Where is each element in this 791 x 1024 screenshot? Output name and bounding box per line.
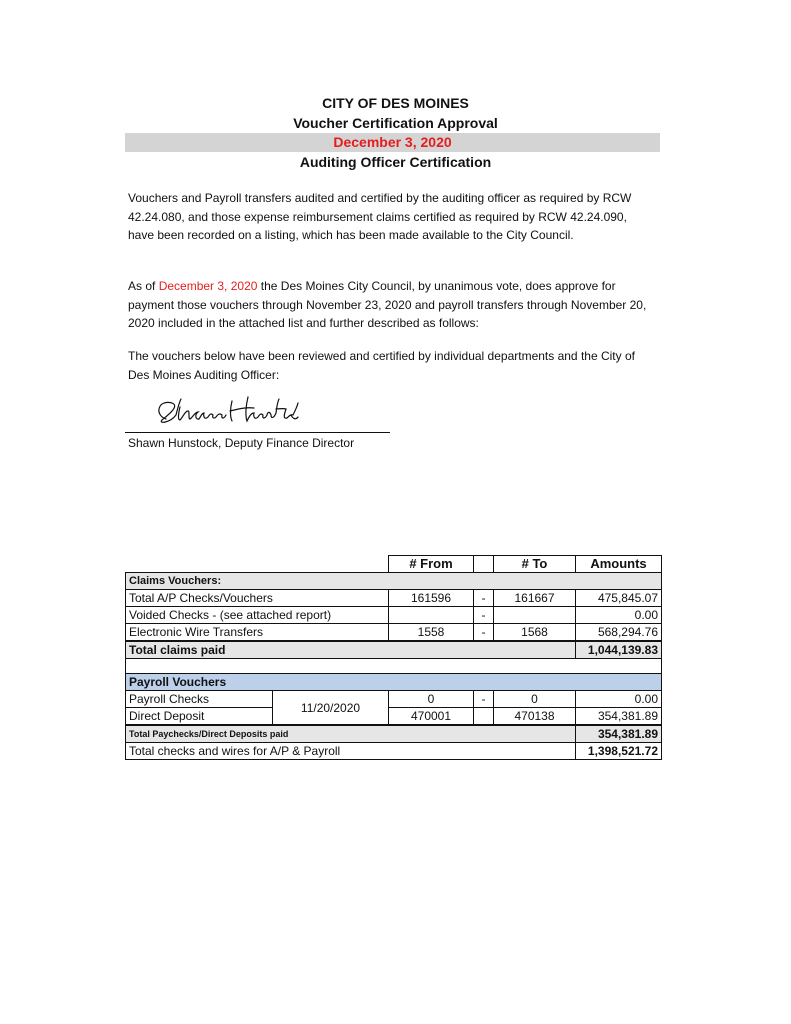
document-subtitle: Auditing Officer Certification [299, 154, 492, 170]
row-dash: - [474, 590, 494, 607]
col-amounts-header: Amounts [576, 556, 662, 573]
row-to: 470138 [494, 708, 576, 726]
col-to-header: # To [494, 556, 576, 573]
row-to: 1568 [494, 624, 576, 642]
row-to [494, 607, 576, 624]
row-label: Total A/P Checks/Vouchers [126, 590, 389, 607]
row-amount: 0.00 [576, 607, 662, 624]
row-label: Payroll Checks [126, 691, 273, 708]
row-dash: - [474, 691, 494, 708]
claims-total-amount: 1,044,139.83 [576, 641, 662, 659]
document-title: Voucher Certification Approval [293, 115, 498, 131]
row-amount: 0.00 [576, 691, 662, 708]
payroll-total-row [126, 725, 662, 743]
spacer-row [126, 659, 662, 674]
approval-text: the Des Moines City Council, by unanimous vote, does approve for payment those vouchers through November 23, 2020 and payroll transfers through November 20, 2020 included in the attached list and further described as follows: [128, 279, 647, 330]
claims-header-row [126, 573, 662, 590]
table-row [126, 607, 662, 624]
row-to: 161667 [494, 590, 576, 607]
table-header-row [126, 556, 662, 573]
row-dash: - [474, 624, 494, 642]
row-label: Electronic Wire Transfers [126, 624, 389, 642]
voucher-table [125, 555, 662, 760]
row-amount: 568,294.76 [576, 624, 662, 642]
col-from-header: # From [389, 556, 474, 573]
row-amount: 354,381.89 [576, 708, 662, 726]
claims-vouchers-label: Claims Vouchers: [126, 573, 662, 590]
payroll-vouchers-label: Payroll Vouchers [126, 674, 662, 691]
approval-paragraph-date: December 3, 2020 [158, 279, 258, 293]
payroll-header-row [126, 674, 662, 691]
payroll-total-amount: 354,381.89 [576, 725, 662, 743]
approval-date: December 3, 2020 [125, 133, 660, 152]
signer-name: Shawn Hunstock, Deputy Finance Director [128, 436, 355, 450]
approval-prefix: As of [128, 279, 159, 293]
row-from: 1558 [389, 624, 474, 642]
grand-total-row [126, 743, 662, 760]
payroll-date: 11/20/2020 [273, 691, 389, 726]
org-title: CITY OF DES MOINES [322, 95, 469, 111]
signature-line [125, 432, 390, 433]
row-label: Voided Checks - (see attached report) [126, 607, 389, 624]
row-from [389, 607, 474, 624]
claims-total-label: Total claims paid [126, 641, 576, 659]
table-row [126, 691, 662, 708]
row-label: Direct Deposit [126, 708, 273, 726]
row-amount: 475,845.07 [576, 590, 662, 607]
handwritten-signature [150, 393, 300, 429]
certification-paragraph: Vouchers and Payroll transfers audited and certified by the auditing officer as required by RCW 42.24.080, and those expense reimbursement claims certified as required by RCW 42.24.090, have been recorded on a listing, which has been made available to the City Council. [128, 191, 632, 242]
row-dash [474, 708, 494, 726]
table-row [126, 624, 662, 642]
approval-paragraph [128, 277, 648, 333]
table-row [126, 590, 662, 607]
claims-total-row [126, 641, 662, 659]
payroll-total-label: Total Paychecks/Direct Deposits paid [126, 725, 576, 743]
row-to: 0 [494, 691, 576, 708]
grand-total-label: Total checks and wires for A/P & Payroll [126, 743, 576, 760]
table-row [126, 708, 662, 726]
row-from: 470001 [389, 708, 474, 726]
row-from: 0 [389, 691, 474, 708]
row-from: 161596 [389, 590, 474, 607]
grand-total-amount: 1,398,521.72 [576, 743, 662, 760]
review-paragraph: The vouchers below have been reviewed and certified by individual departments and the City of Des Moines Auditing Officer: [128, 349, 635, 382]
row-dash: - [474, 607, 494, 624]
